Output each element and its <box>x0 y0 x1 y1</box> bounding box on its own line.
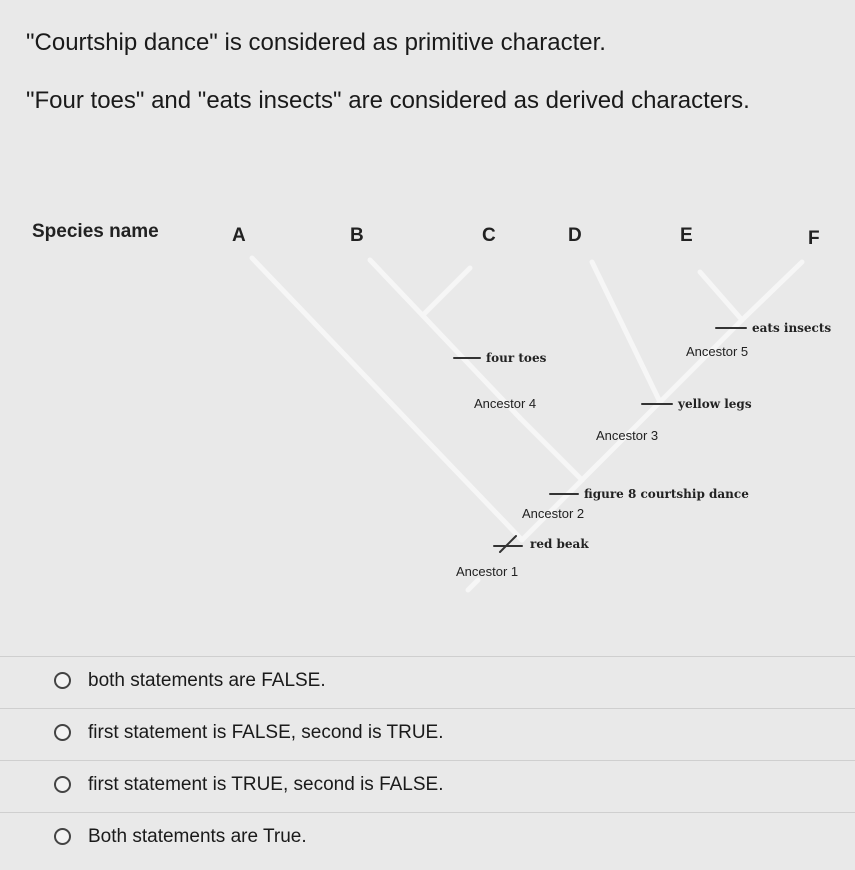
radio-button[interactable] <box>54 828 71 845</box>
branch-anc3-anc5 <box>660 320 742 402</box>
option-label: first statement is TRUE, second is FALSE. <box>88 774 444 795</box>
option-label: Both statements are True. <box>88 826 307 847</box>
label-eats-insects: eats insects <box>752 321 832 335</box>
species-label-e: E <box>680 225 693 246</box>
label-ancestor-4: Ancestor 4 <box>474 396 537 411</box>
answer-option-c[interactable] <box>0 760 855 811</box>
species-label-b: B <box>350 225 364 246</box>
branch-anc2-anc4 <box>520 418 582 480</box>
radio-button[interactable] <box>54 724 71 741</box>
species-name-header: Species name <box>32 221 159 242</box>
label-ancestor-2: Ancestor 2 <box>522 506 585 521</box>
option-label: both statements are FALSE. <box>88 670 326 691</box>
label-courtship: figure 8 courtship dance <box>584 487 749 501</box>
label-ancestor-5: Ancestor 5 <box>686 344 749 359</box>
species-label-c: C <box>482 225 496 246</box>
branch-root <box>468 580 478 590</box>
label-ancestor-1: Ancestor 1 <box>456 564 519 579</box>
tick-red-beak-slash <box>500 536 516 552</box>
answer-option-b[interactable] <box>0 708 855 759</box>
branch-b <box>370 260 520 418</box>
branch-e <box>700 272 742 320</box>
branch-d <box>592 262 660 402</box>
cladogram <box>0 200 855 620</box>
label-ancestor-3: Ancestor 3 <box>596 428 659 443</box>
statement-one: "Courtship dance" is considered as primitive character. <box>26 29 606 56</box>
radio-button[interactable] <box>54 672 71 689</box>
answer-option-d[interactable] <box>0 812 855 863</box>
branch-c <box>424 268 470 314</box>
species-label-f: F <box>808 228 820 249</box>
species-label-a: A <box>232 225 246 246</box>
species-label-d: D <box>568 225 582 246</box>
radio-button[interactable] <box>54 776 71 793</box>
branch-f <box>742 262 802 320</box>
statement-two: "Four toes" and "eats insects" are considered as derived characters. <box>26 87 750 114</box>
answer-option-a[interactable] <box>0 656 855 707</box>
label-red-beak: red beak <box>530 537 589 551</box>
option-label: first statement is FALSE, second is TRUE. <box>88 722 444 743</box>
label-yellow-legs: yellow legs <box>678 397 752 411</box>
label-four-toes: four toes <box>486 351 547 365</box>
